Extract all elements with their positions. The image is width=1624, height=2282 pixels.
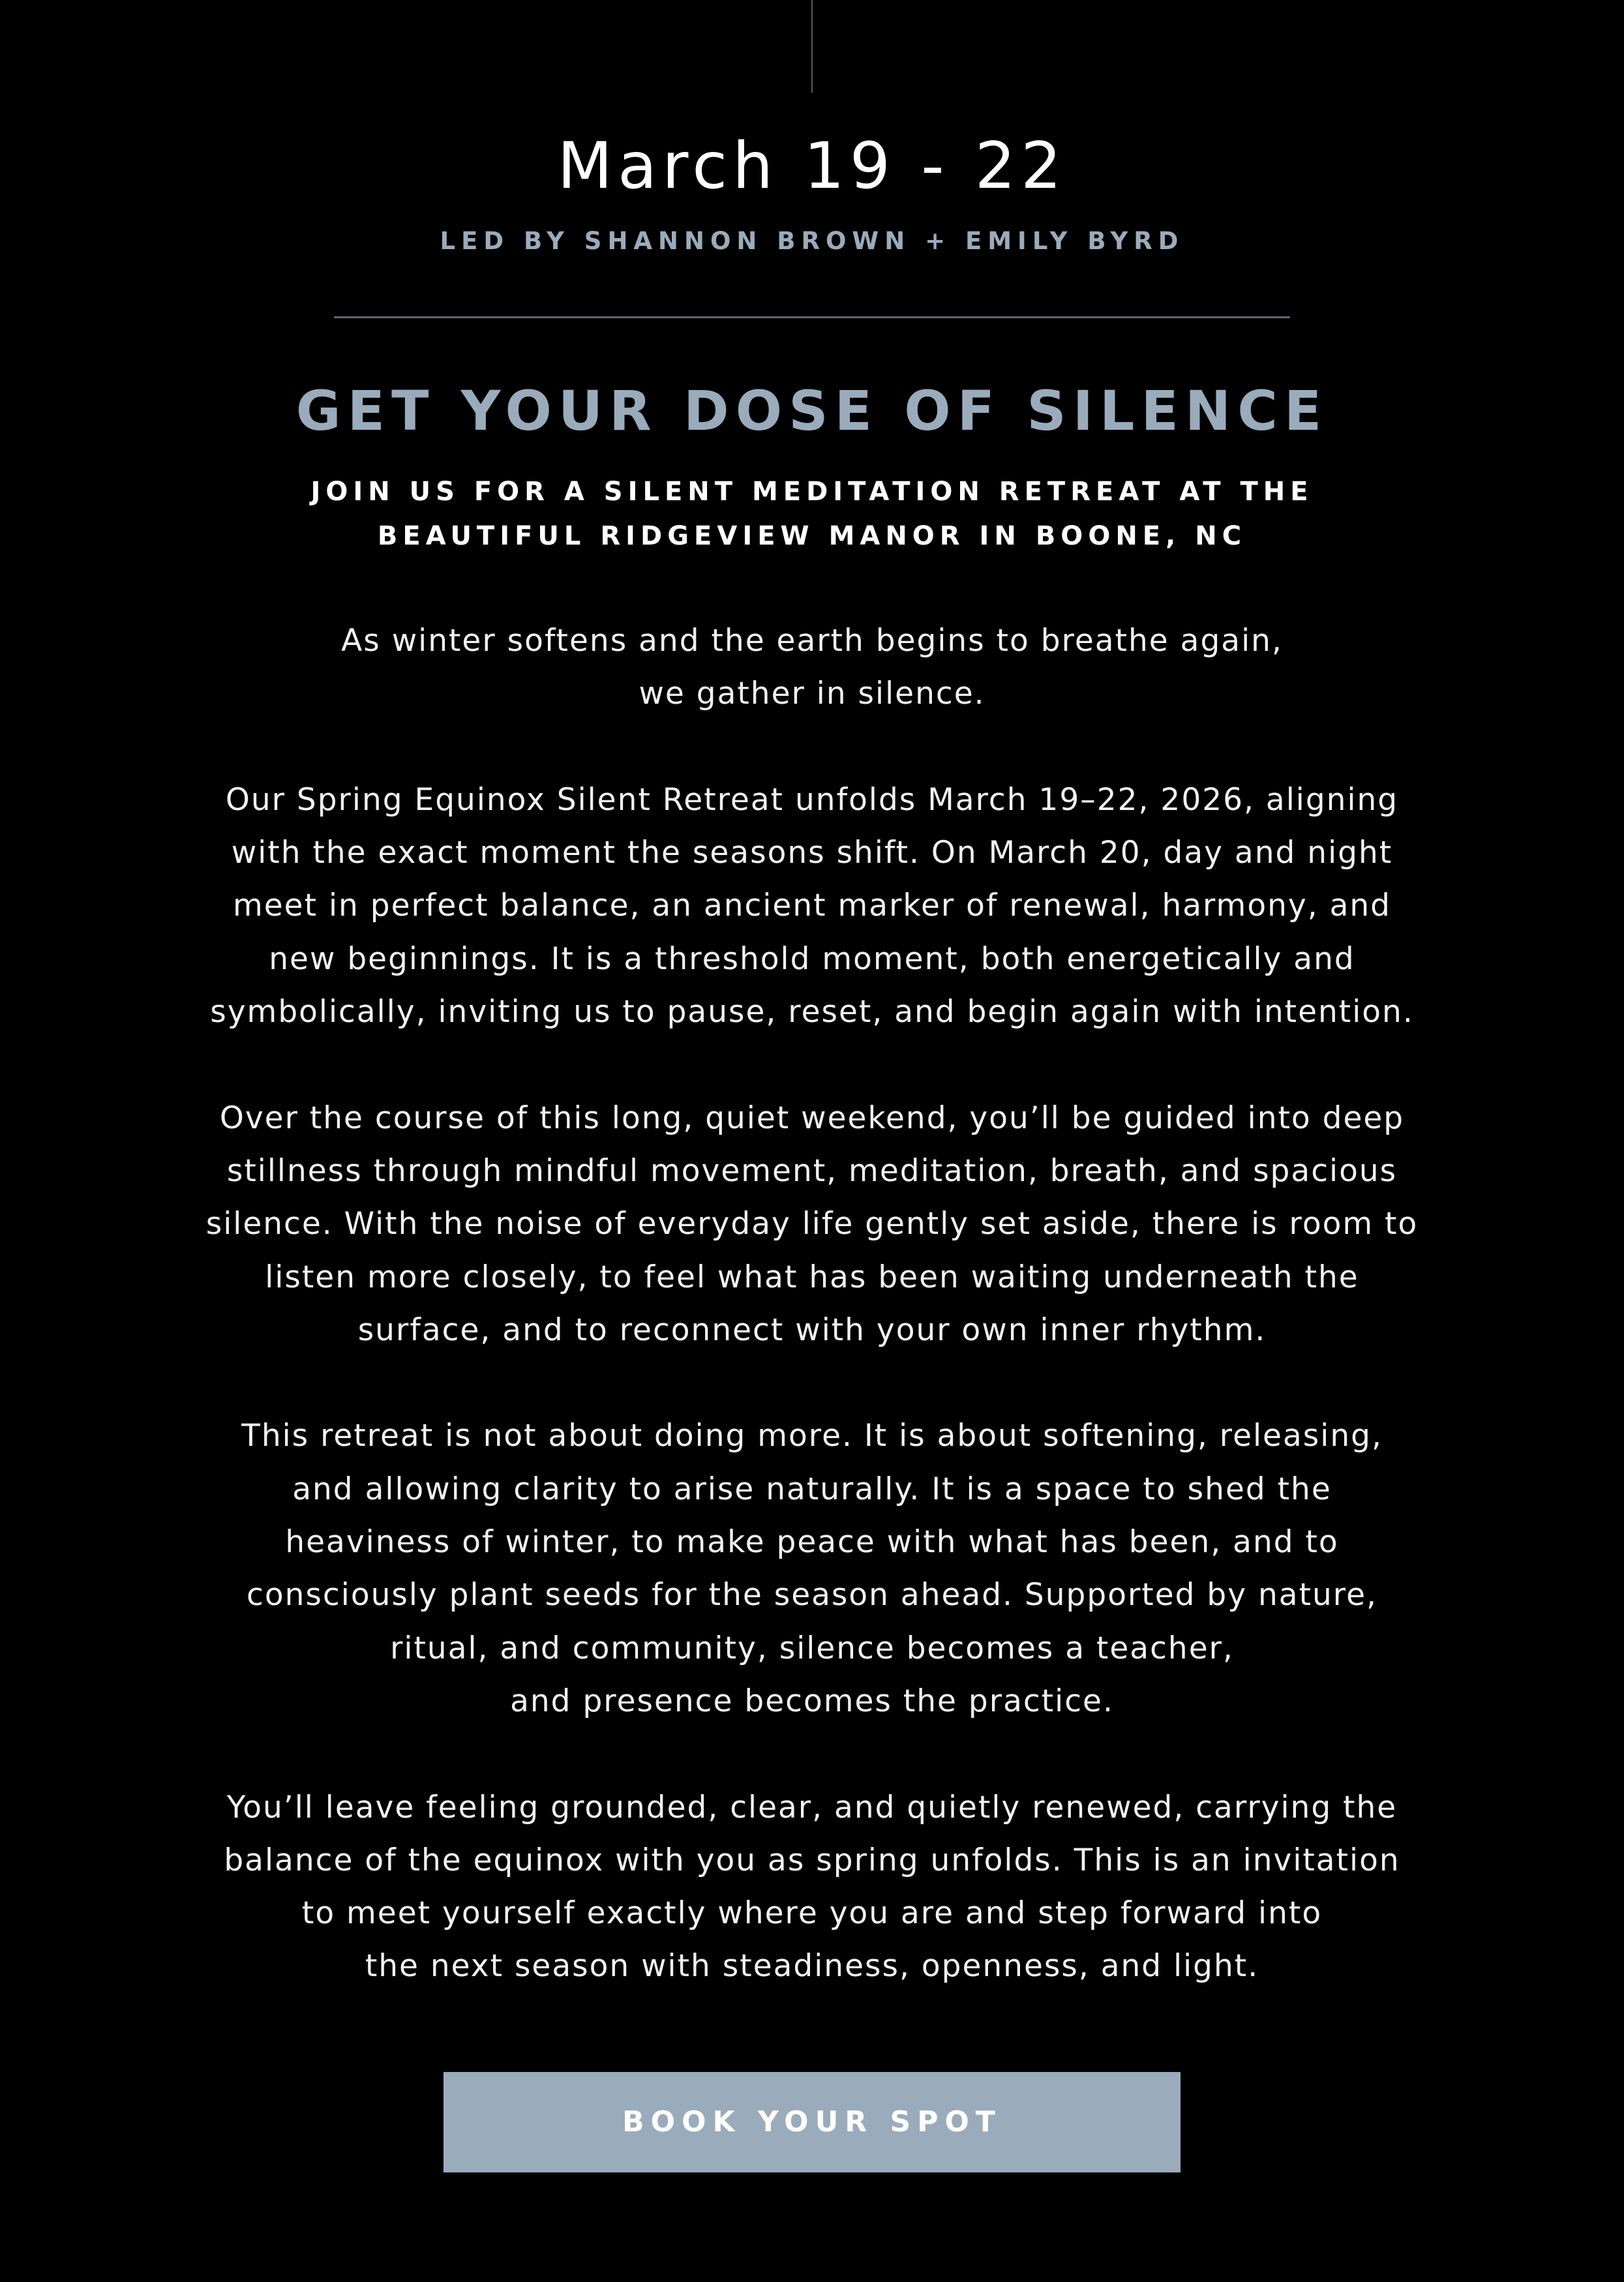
- event-date: March 19 - 22: [557, 129, 1067, 203]
- text-line: we gather in silence.: [639, 676, 985, 712]
- paragraph-closing: [130, 1781, 1494, 1993]
- paragraph-weekend: [130, 1092, 1494, 1357]
- text-line: Our Spring Equinox Silent Retreat unfolds March 19–22, 2026, aligning: [225, 781, 1399, 818]
- body-copy: [130, 614, 1494, 2046]
- text-line: consciously plant seeds for the season ahead. Supported by nature,: [247, 1577, 1377, 1614]
- paragraph-retreat: [130, 1409, 1494, 1728]
- page-title: GET YOUR DOSE OF SILENCE: [295, 379, 1329, 443]
- top-vertical-line: [811, 0, 813, 93]
- subheading: [287, 470, 1337, 558]
- divider: [334, 316, 1290, 318]
- text-line: and presence becomes the practice.: [510, 1683, 1114, 1719]
- subheading-line: BEAUTIFUL RIDGEVIEW MANOR IN BOONE, NC: [377, 521, 1247, 551]
- subheading-line: JOIN US FOR A SILENT MEDITATION RETREAT AT THE: [310, 477, 1314, 507]
- text-line: surface, and to reconnect with your own inner rhythm.: [357, 1312, 1267, 1348]
- paragraph-intro: [130, 614, 1494, 721]
- text-line: symbolically, inviting us to pause, reset, and begin again with intention.: [210, 994, 1414, 1030]
- text-line: This retreat is not about doing more. It is about softening, releasing,: [241, 1418, 1383, 1454]
- text-line: Over the course of this long, quiet weekend, you’ll be guided into deep: [219, 1100, 1405, 1136]
- text-line: to meet yourself exactly where you are and step forward into: [301, 1895, 1323, 1932]
- text-line: As winter softens and the earth begins to breathe again,: [341, 623, 1283, 659]
- paragraph-equinox: [130, 773, 1494, 1038]
- text-line: heaviness of winter, to make peace with what has been, and to: [285, 1524, 1339, 1561]
- text-line: the next season with steadiness, openness, and light.: [365, 1948, 1259, 1985]
- book-your-spot-button[interactable]: BOOK YOUR SPOT: [444, 2072, 1180, 2172]
- text-line: You’ll leave feeling grounded, clear, and quietly renewed, carrying the: [226, 1789, 1398, 1825]
- text-line: meet in perfect balance, an ancient marker of renewal, harmony, and: [232, 888, 1392, 924]
- text-line: and allowing clarity to arise naturally. It is a space to shed the: [292, 1471, 1332, 1507]
- text-line: silence. With the noise of everyday life gently set aside, there is room to: [205, 1206, 1419, 1242]
- event-leaders: LED BY SHANNON BROWN + EMILY BYRD: [440, 227, 1184, 255]
- text-line: ritual, and community, silence becomes a teacher,: [390, 1630, 1234, 1666]
- text-line: with the exact moment the seasons shift. On March 20, day and night: [231, 835, 1393, 871]
- text-line: stillness through mindful movement, meditation, breath, and spacious: [226, 1152, 1398, 1189]
- text-line: new beginnings. It is a threshold moment, both energetically and: [269, 940, 1355, 977]
- text-line: balance of the equinox with you as spring unfolds. This is an invitation: [224, 1842, 1400, 1878]
- text-line: listen more closely, to feel what has been waiting underneath the: [265, 1259, 1359, 1295]
